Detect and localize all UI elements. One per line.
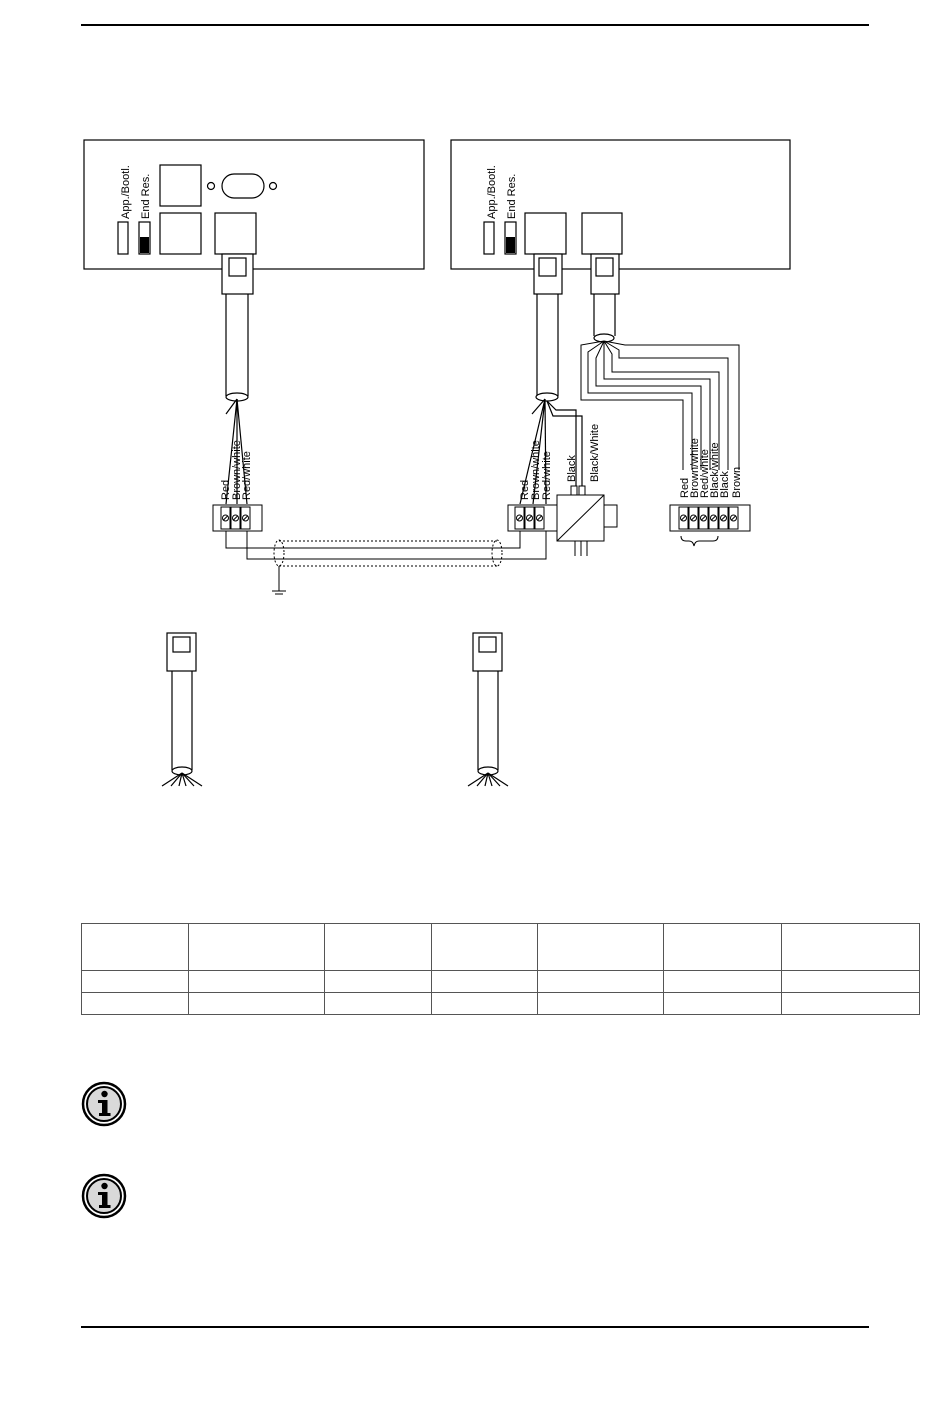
- info-icon: [81, 1173, 127, 1219]
- left-wire-brown-white: Brown/white: [231, 440, 243, 500]
- spec-table: [81, 923, 920, 1015]
- conn-wire-black: Black: [719, 471, 731, 498]
- socket-right-2: [582, 213, 622, 254]
- converter-wire-black-white: Black/White: [589, 423, 601, 482]
- table-cell: [431, 993, 538, 1015]
- conn-wire-black-white: Black/white: [709, 442, 721, 498]
- table-cell: [82, 971, 189, 993]
- table-cell: [324, 993, 431, 1015]
- bus-cable: [226, 531, 546, 594]
- info-icon: [81, 1081, 127, 1127]
- table-cell: [324, 971, 431, 993]
- table-cell: [538, 993, 664, 1015]
- led-right: [270, 183, 277, 190]
- conn-wire-red: Red: [679, 477, 691, 498]
- right-wire-red-white: Red/white: [541, 451, 553, 500]
- socket-right-1: [525, 213, 566, 254]
- conn-wire-brown: Brown: [731, 466, 743, 498]
- table-cell: [782, 971, 920, 993]
- table-cell: [431, 971, 538, 993]
- socket-lower-1: [160, 213, 201, 254]
- table-cell: [782, 924, 920, 971]
- table-cell: [188, 971, 324, 993]
- table-cell: [664, 971, 782, 993]
- app-bootloader-switch[interactable]: [118, 222, 128, 254]
- right-terminal-block: [508, 505, 557, 531]
- cable-end-right: [468, 633, 508, 786]
- table-row: [82, 993, 920, 1015]
- led-left: [208, 183, 215, 190]
- left-label-end-res: End Res.: [140, 173, 152, 219]
- socket-lower-2: [215, 213, 256, 254]
- right-wire-red: Red: [519, 479, 531, 500]
- table-cell: [782, 993, 920, 1015]
- conn-wire-brown-white: Brown/white: [689, 438, 701, 498]
- left-label-app-bootl: App./Bootl.: [120, 165, 132, 219]
- table-cell: [538, 924, 664, 971]
- bottom-rule: [81, 1326, 869, 1328]
- app-bootloader-switch-2[interactable]: [484, 222, 494, 254]
- right-wire-brown-white: Brown/white: [530, 440, 542, 500]
- table-cell: [82, 924, 189, 971]
- left-terminal-block: [213, 505, 262, 531]
- socket-upper: [160, 165, 201, 206]
- table-cell: [188, 993, 324, 1015]
- table-cell: [431, 924, 538, 971]
- right-cable-2: [591, 254, 619, 342]
- table-row: [82, 971, 920, 993]
- table-cell: [188, 924, 324, 971]
- right-module: [451, 140, 790, 269]
- converter-wire-black: Black: [566, 455, 578, 482]
- table-cell: [324, 924, 431, 971]
- table-cell: [82, 993, 189, 1015]
- left-wire-red-white: Red/white: [241, 451, 253, 500]
- table-cell: [664, 993, 782, 1015]
- table-cell: [538, 971, 664, 993]
- conn-wire-red-white: Red/white: [699, 449, 711, 498]
- table-cell: [664, 924, 782, 971]
- cable-end-left: [162, 633, 202, 786]
- oval-port: [222, 174, 264, 198]
- six-pin-connector: [670, 505, 750, 546]
- left-wire-red: Red: [220, 479, 232, 500]
- right-label-end-res: End Res.: [506, 173, 518, 219]
- signal-converter: [557, 486, 617, 556]
- table-header-row: [82, 924, 920, 971]
- left-module: [84, 140, 424, 269]
- right-label-app-bootl: App./Bootl.: [486, 165, 498, 219]
